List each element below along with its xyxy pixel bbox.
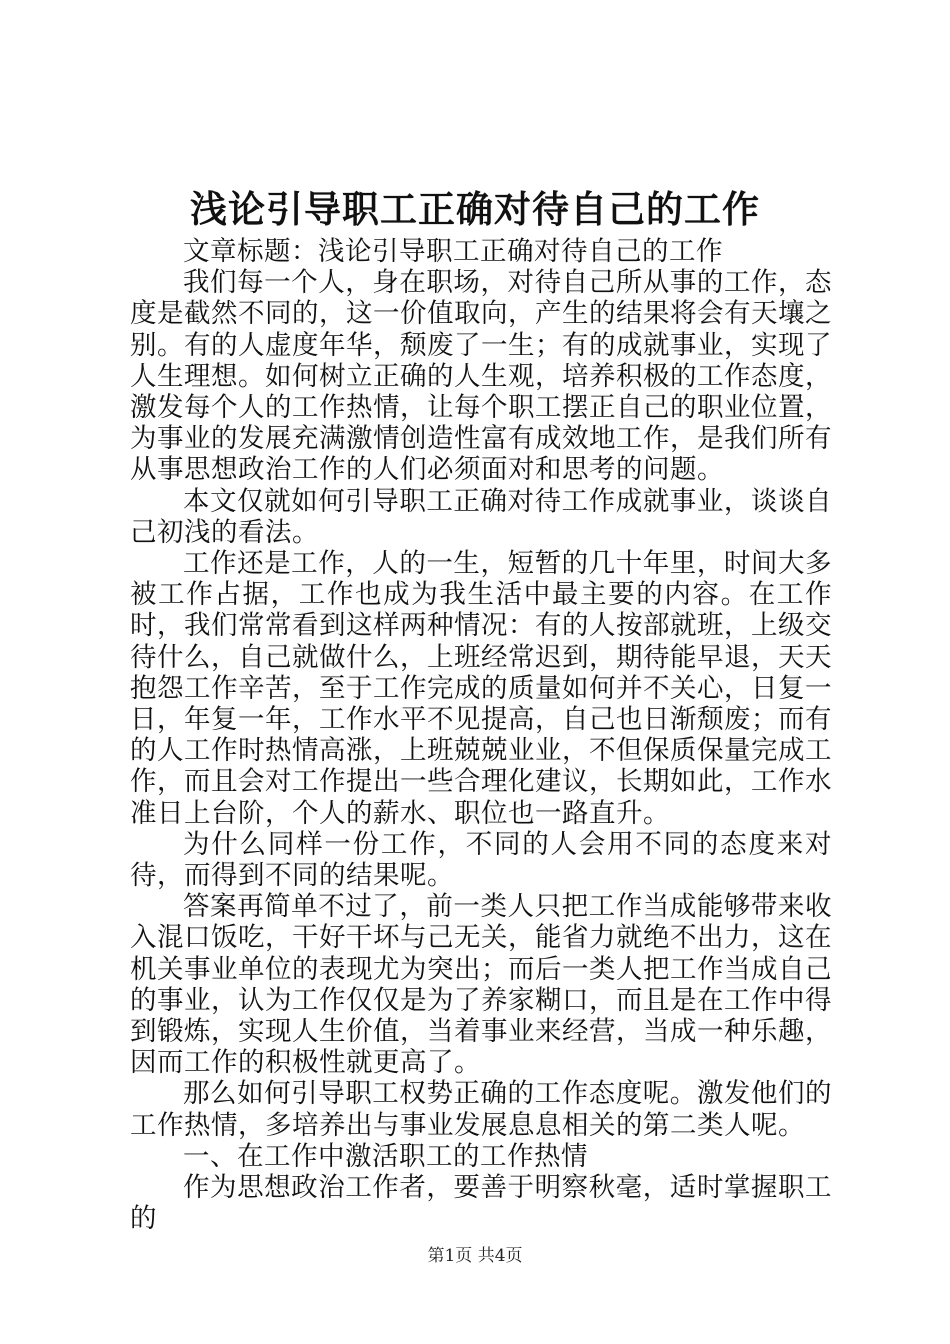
document-title: 浅论引导职工正确对待自己的工作 <box>190 187 760 231</box>
paragraph-how-to-guide: 那么如何引导职工权势正确的工作态度呢。激发他们的工作热情，多培养出与事业发展息息相关的第二类人呢。 <box>130 1078 832 1141</box>
paragraph-section-1-start: 作为思想政治工作者，要善于明察秋毫，适时掌握职工的 <box>130 1172 832 1235</box>
article-title-line: 文章标题：浅论引导职工正确对待自己的工作 <box>183 236 723 267</box>
paragraph-answer: 答案再简单不过了，前一类人只把工作当成能够带来收入混口饭吃，干好干坏与己无关，能省力就绝不出力，这在机关事业单位的表现尤为突出；而后一类人把工作当成自己的事业，认为工作仅仅是为了养家糊口，而且是在工作中得到锻炼，实现人生价值，当着事业来经营，当成一种乐趣，因而工作的积极性就更高了。 <box>130 891 832 1079</box>
section-heading-1: 一、在工作中激活职工的工作热情 <box>183 1140 588 1172</box>
paragraph-two-situations: 工作还是工作，人的一生，短暂的几十年里，时间大多被工作占据，工作也成为我生活中最主要的内容。在工作时，我们常常看到这样两种情况：有的人按部就班，上级交待什么，自己就做什么，上班经常迟到，期待能早退，天天抱怨工作辛苦，至于工作完成的质量如何并不关心，日复一日，年复一年，工作水平不见提高，自己也日渐颓废；而有的人工作时热情高涨，上班兢兢业业，不但保质保量完成工作，而且会对工作提出一些合理化建议，长期如此，工作水准日上台阶，个人的薪水、职位也一路直升。 <box>130 548 832 829</box>
document-body <box>130 236 832 1235</box>
paragraph-intro: 我们每一个人，身在职场，对待自己所从事的工作，态度是截然不同的，这一价值取向，产生的结果将会有天壤之别。有的人虚度年华，颓废了一生；有的成就事业，实现了人生理想。如何树立正确的人生观，培养积极的工作态度，激发每个人的工作热情，让每个职工摆正自己的职业位置，为事业的发展充满激情创造性富有成效地工作，是我们所有从事思想政治工作的人们必须面对和思考的问题。 <box>130 267 832 486</box>
paragraph-question: 为什么同样一份工作，不同的人会用不同的态度来对待，而得到不同的结果呢。 <box>130 828 832 892</box>
paragraph-purpose: 本文仅就如何引导职工正确对待工作成就事业，谈谈自己初浅的看法。 <box>130 485 832 548</box>
page-footer: 第1页 共4页 <box>427 1246 523 1266</box>
